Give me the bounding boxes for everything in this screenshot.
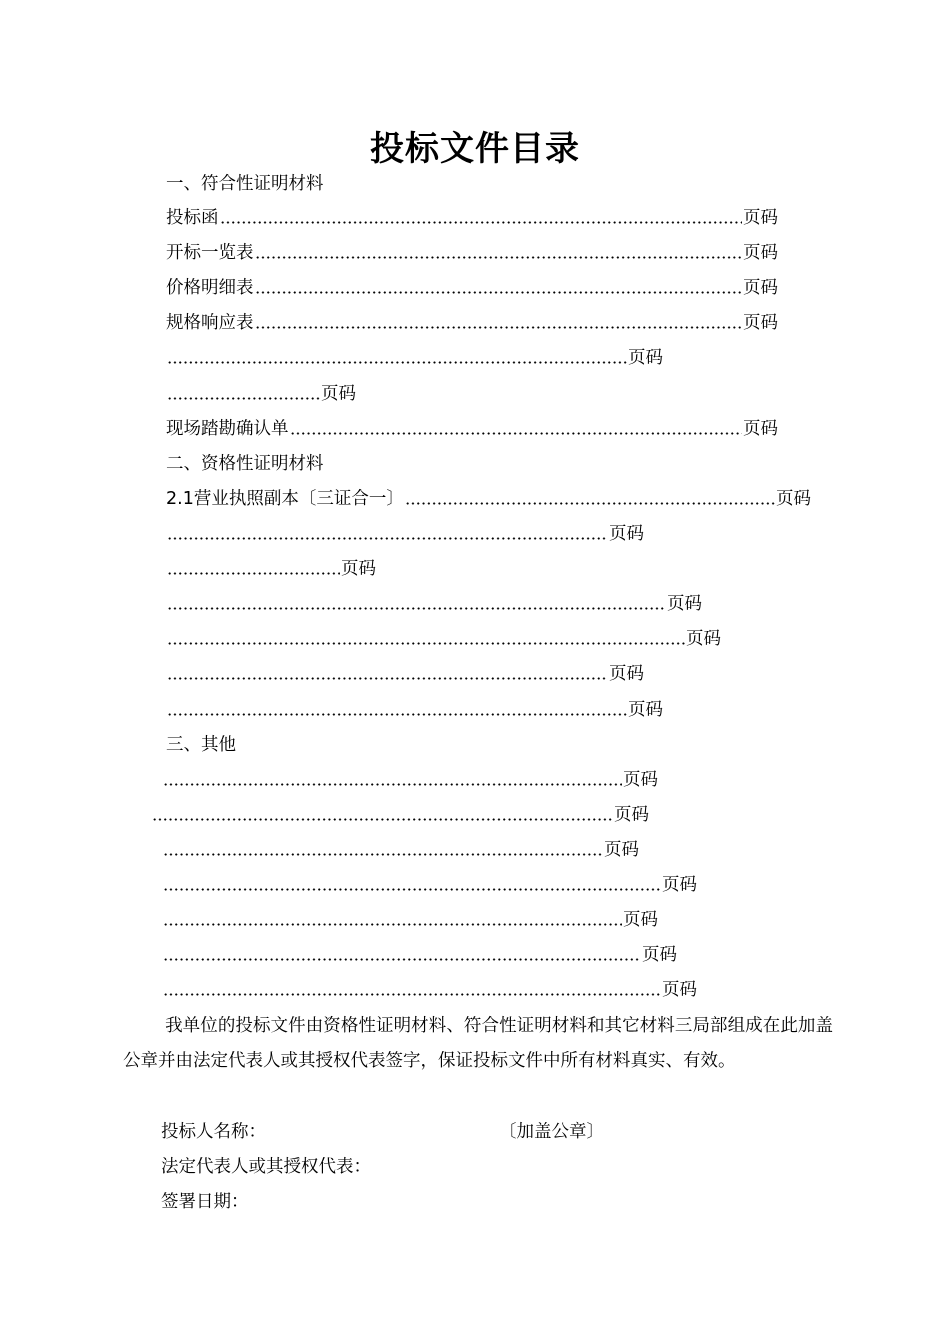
toc-entry[interactable] xyxy=(162,873,697,897)
dot-leader xyxy=(167,642,685,645)
toc-entry-label: 价格明细表 xyxy=(166,278,254,298)
dot-leader xyxy=(167,677,608,680)
toc-entry[interactable] xyxy=(162,978,697,1002)
toc-page-label: 页码 xyxy=(743,313,778,333)
sign-date-label: 签署日期： xyxy=(161,1192,249,1212)
toc-entry[interactable] xyxy=(162,908,658,932)
toc-page-label: 页码 xyxy=(743,278,778,298)
toc-page-label: 页码 xyxy=(743,208,778,228)
toc-entry-label: 开标一览表 xyxy=(166,243,254,263)
dot-leader xyxy=(405,502,775,505)
toc-entry[interactable] xyxy=(166,206,778,230)
toc-entry-label: 规格响应表 xyxy=(166,313,254,333)
dot-leader xyxy=(163,923,622,926)
legal-rep-label: 法定代表人或其授权代表： xyxy=(161,1157,371,1177)
dot-leader xyxy=(167,607,666,610)
toc-entry-label: 2.1营业执照副本〔三证合一〕 xyxy=(166,489,404,509)
toc-entry[interactable] xyxy=(166,487,811,511)
dot-leader xyxy=(220,221,743,224)
bidder-name-label: 投标人名称： xyxy=(161,1122,266,1142)
statement-text: 我单位的投标文件由资格性证明材料、符合性证明材料和其它材料三局部组成在此加盖公章并由法定代表人或其授权代表签字，保证投标文件中所有材料真实、有效。 xyxy=(123,1016,833,1071)
toc-page-label: 页码 xyxy=(609,524,644,544)
toc-entry[interactable] xyxy=(151,803,649,827)
toc-entry[interactable] xyxy=(166,662,644,686)
dot-leader xyxy=(167,361,627,364)
toc-entry[interactable] xyxy=(166,311,778,335)
dot-leader xyxy=(163,888,661,891)
toc-entry[interactable] xyxy=(166,276,778,300)
toc-entry[interactable] xyxy=(166,557,376,581)
toc-entry[interactable] xyxy=(166,382,356,406)
toc-entry[interactable] xyxy=(166,417,778,441)
toc-page-label: 页码 xyxy=(642,945,677,965)
toc-entry[interactable] xyxy=(166,241,778,265)
dot-leader xyxy=(152,818,613,821)
dot-leader xyxy=(163,993,661,996)
page-title: 投标文件目录 xyxy=(370,129,580,169)
toc-page-label: 页码 xyxy=(604,840,639,860)
toc-entry-label: 投标函 xyxy=(166,208,219,228)
toc-page-label: 页码 xyxy=(623,770,658,790)
dot-leader xyxy=(167,537,608,540)
toc-entry[interactable] xyxy=(166,346,663,370)
toc-entry-label: 现场踏勘确认单 xyxy=(166,419,289,439)
seal-note: 〔加盖公章〕 xyxy=(499,1122,604,1142)
dot-leader xyxy=(255,326,743,329)
toc-page-label: 页码 xyxy=(776,489,811,509)
toc-entry[interactable] xyxy=(162,768,658,792)
section-heading-qualification: 二、资格性证明材料 xyxy=(166,454,324,474)
dot-leader xyxy=(163,958,641,961)
toc-page-label: 页码 xyxy=(623,910,658,930)
toc-page-label: 页码 xyxy=(743,419,778,439)
toc-entry[interactable] xyxy=(166,627,721,651)
toc-page-label: 页码 xyxy=(628,348,663,368)
toc-entry[interactable] xyxy=(162,838,639,862)
toc-page-label: 页码 xyxy=(321,384,356,404)
toc-entry[interactable] xyxy=(166,592,702,616)
toc-entry[interactable] xyxy=(162,943,677,967)
toc-entry[interactable] xyxy=(166,522,644,546)
section-heading-conformity: 一、符合性证明材料 xyxy=(166,174,324,194)
toc-page-label: 页码 xyxy=(341,559,376,579)
dot-leader xyxy=(167,713,627,716)
dot-leader xyxy=(255,256,743,259)
dot-leader xyxy=(163,783,622,786)
toc-page-label: 页码 xyxy=(628,700,663,720)
dot-leader xyxy=(167,397,320,400)
dot-leader xyxy=(167,572,340,575)
toc-page-label: 页码 xyxy=(686,629,721,649)
toc-entry[interactable] xyxy=(166,698,663,722)
toc-page-label: 页码 xyxy=(662,875,697,895)
dot-leader xyxy=(163,853,603,856)
toc-page-label: 页码 xyxy=(609,664,644,684)
toc-page-label: 页码 xyxy=(614,805,649,825)
dot-leader xyxy=(290,432,743,435)
toc-page-label: 页码 xyxy=(667,594,702,614)
toc-page-label: 页码 xyxy=(662,980,697,1000)
section-heading-other: 三、其他 xyxy=(166,735,236,755)
toc-page-label: 页码 xyxy=(743,243,778,263)
dot-leader xyxy=(255,291,743,294)
statement-paragraph xyxy=(123,1009,833,1079)
